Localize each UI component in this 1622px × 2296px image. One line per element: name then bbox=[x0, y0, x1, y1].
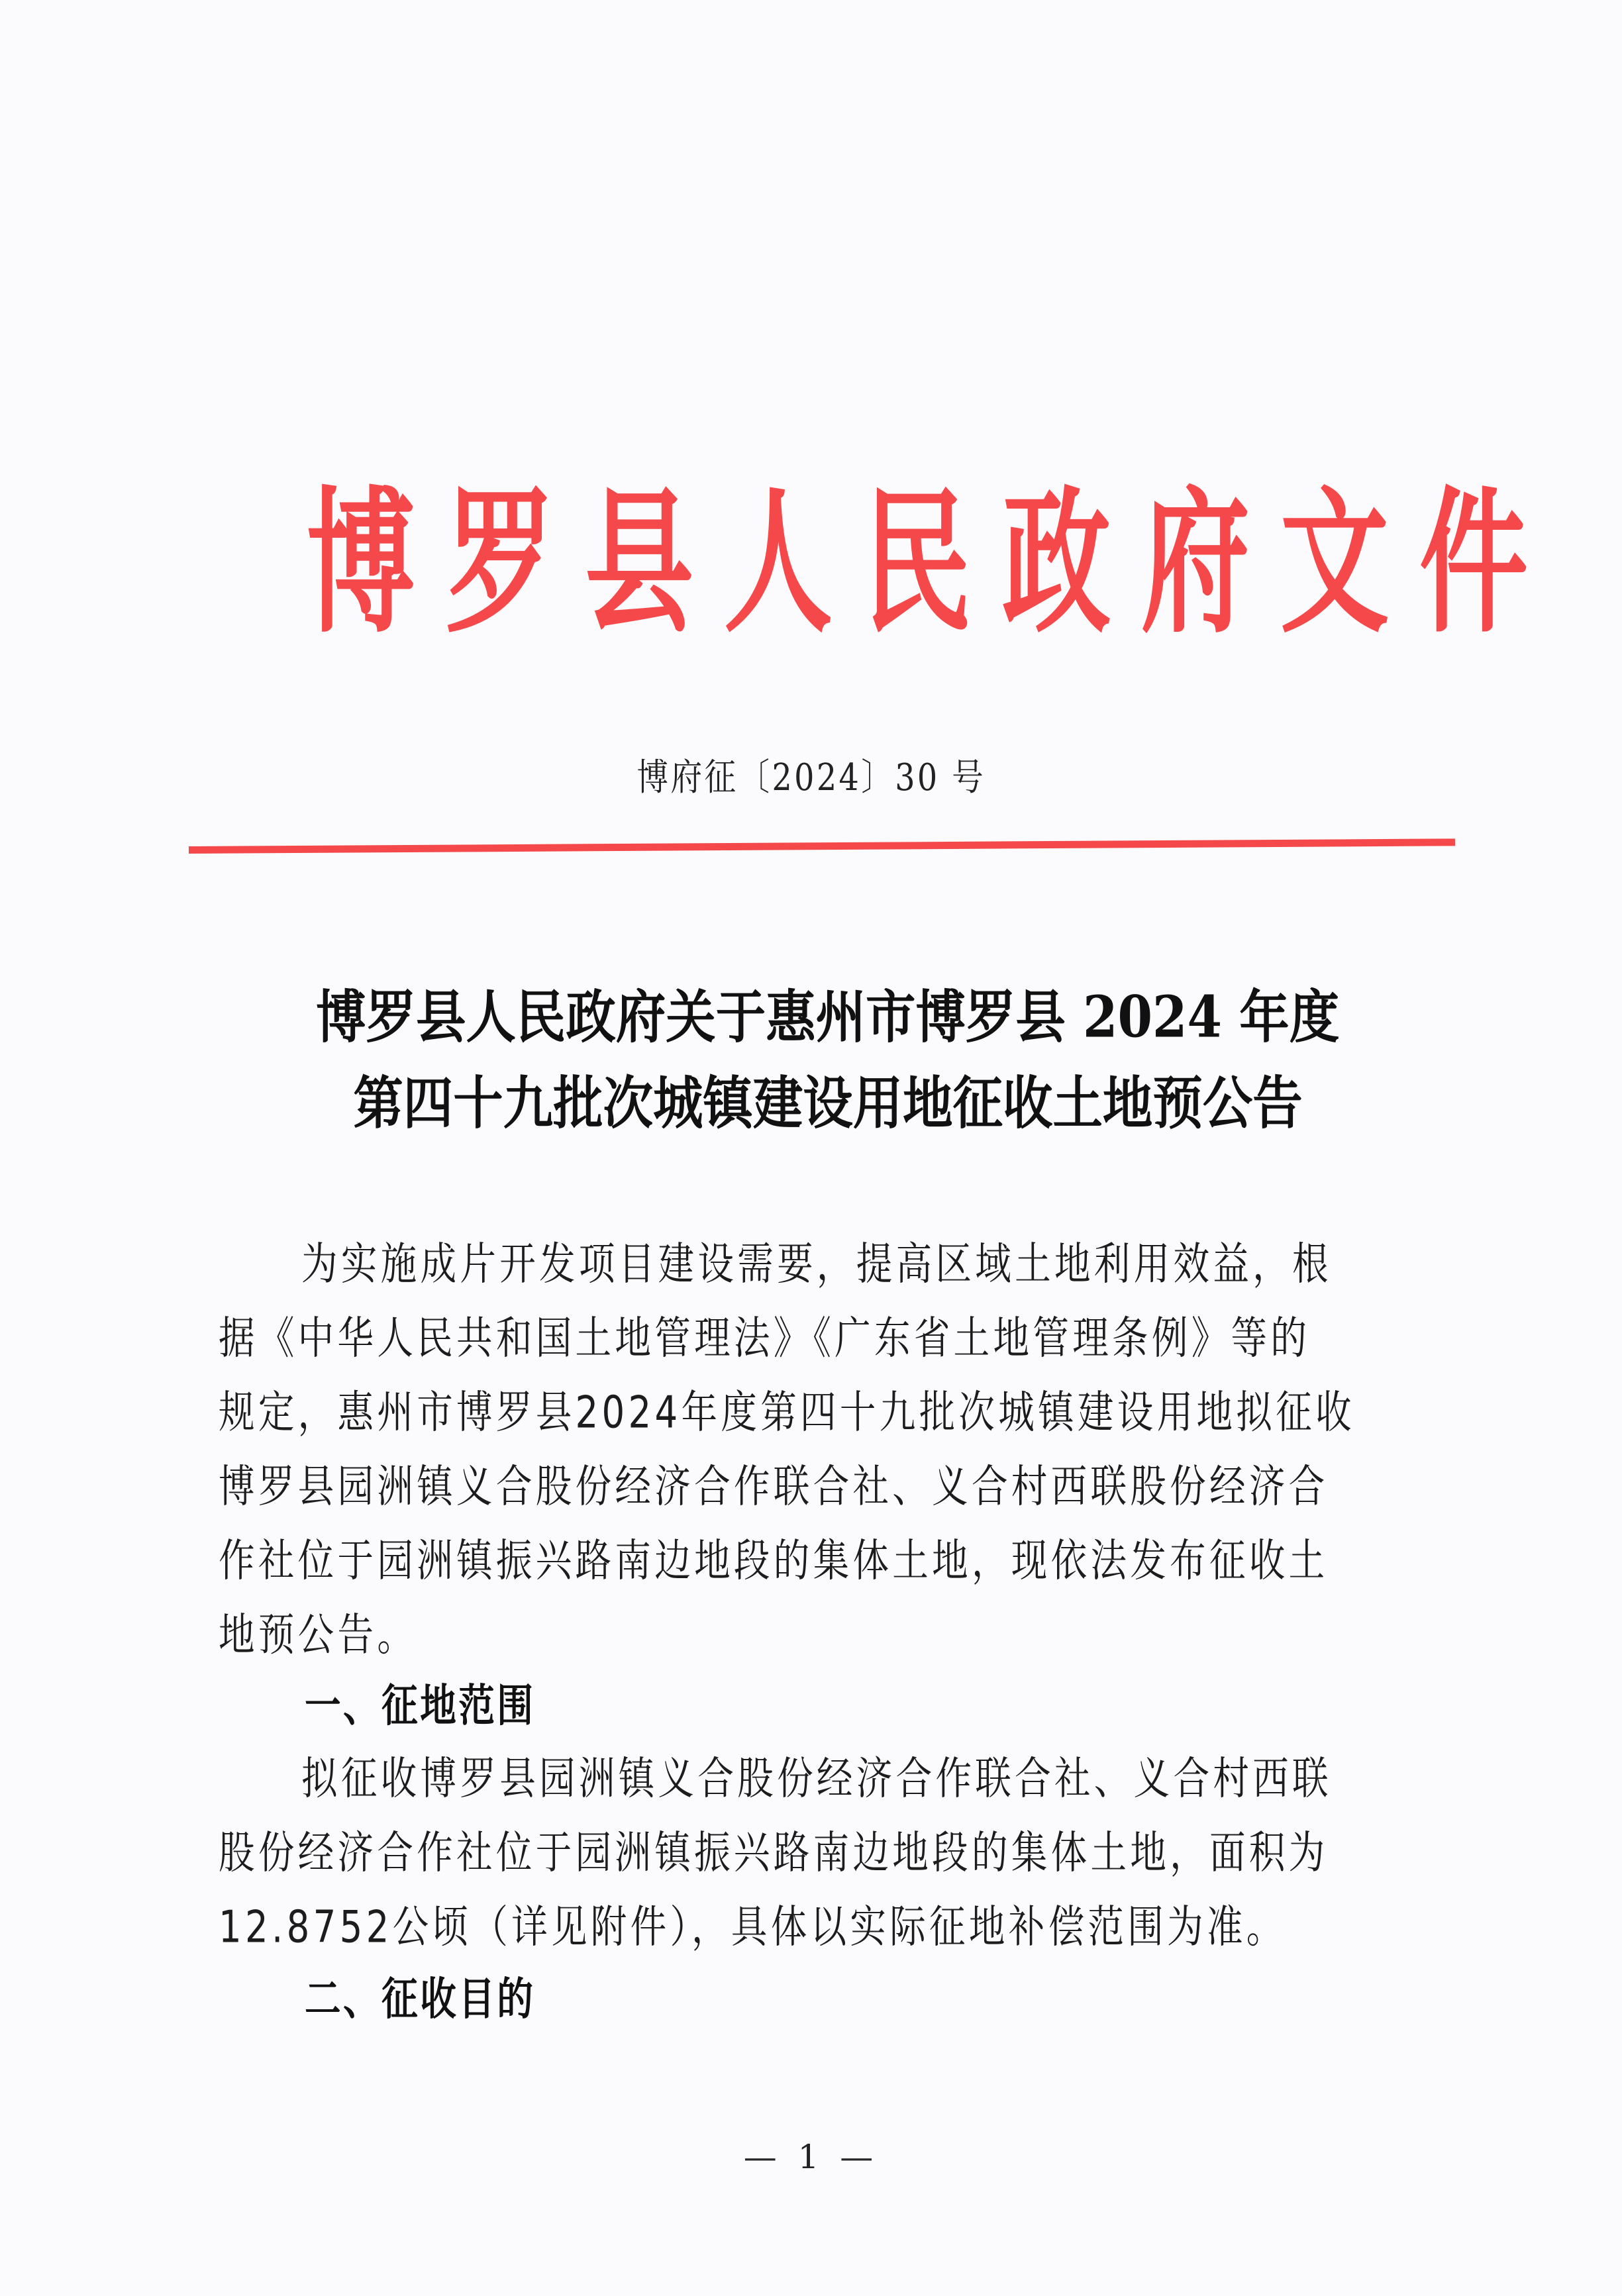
masthead-char: 政 bbox=[1002, 471, 1111, 654]
body-paragraph-line: 股份经济合作社位于园洲镇振兴路南边地段的集体土地，面积为 bbox=[219, 1826, 1329, 1879]
page-number: — 1 — bbox=[743, 2138, 879, 2176]
body-paragraph-line: 作社位于园洲镇振兴路南边地段的集体土地，现依法发布征收土 bbox=[219, 1534, 1329, 1587]
body-paragraph-line: 据《中华人民共和国土地管理法》《广东省土地管理条例》等的 bbox=[219, 1312, 1311, 1364]
body-paragraph-line: 拟征收博罗县园洲镇义合股份经济合作联合社、义合村西联 bbox=[301, 1752, 1332, 1805]
body-paragraph-line: 规定，惠州市博罗县2024年度第四十九批次城镇建设用地拟征收 bbox=[219, 1386, 1355, 1438]
body-paragraph-line: 地预公告。 bbox=[219, 1609, 417, 1661]
masthead-char: 人 bbox=[724, 471, 833, 654]
body-paragraph-line: 为实施成片开发项目建设需要，提高区域土地利用效益，根 bbox=[301, 1238, 1332, 1290]
section-heading-purpose: 二、征收目的 bbox=[305, 1973, 536, 2025]
document-number: 博府征〔2024〕30 号 bbox=[636, 756, 986, 799]
red-divider-rule bbox=[189, 838, 1455, 854]
body-paragraph-line: 博罗县园洲镇义合股份经济合作联合社、义合村西联股份经济合 bbox=[219, 1460, 1329, 1513]
masthead-char: 文 bbox=[1280, 471, 1390, 654]
masthead-char: 罗 bbox=[446, 471, 554, 654]
masthead-title bbox=[291, 471, 1529, 654]
masthead-char: 博 bbox=[307, 471, 415, 654]
masthead-char: 民 bbox=[863, 471, 972, 654]
body-paragraph-line: 12.8752公顷（详见附件），具体以实际征地补偿范围为准。 bbox=[219, 1901, 1286, 1953]
document-title-line-1: 博罗县人民政府关于惠州市博罗县 2024 年度 bbox=[316, 983, 1340, 1051]
section-heading-scope: 一、征地范围 bbox=[305, 1679, 536, 1732]
masthead-char: 府 bbox=[1141, 471, 1250, 654]
document-title-line-2: 第四十九批次城镇建设用地征收土地预公告 bbox=[353, 1070, 1303, 1137]
masthead-char: 件 bbox=[1419, 471, 1529, 654]
masthead-char: 县 bbox=[585, 471, 693, 654]
